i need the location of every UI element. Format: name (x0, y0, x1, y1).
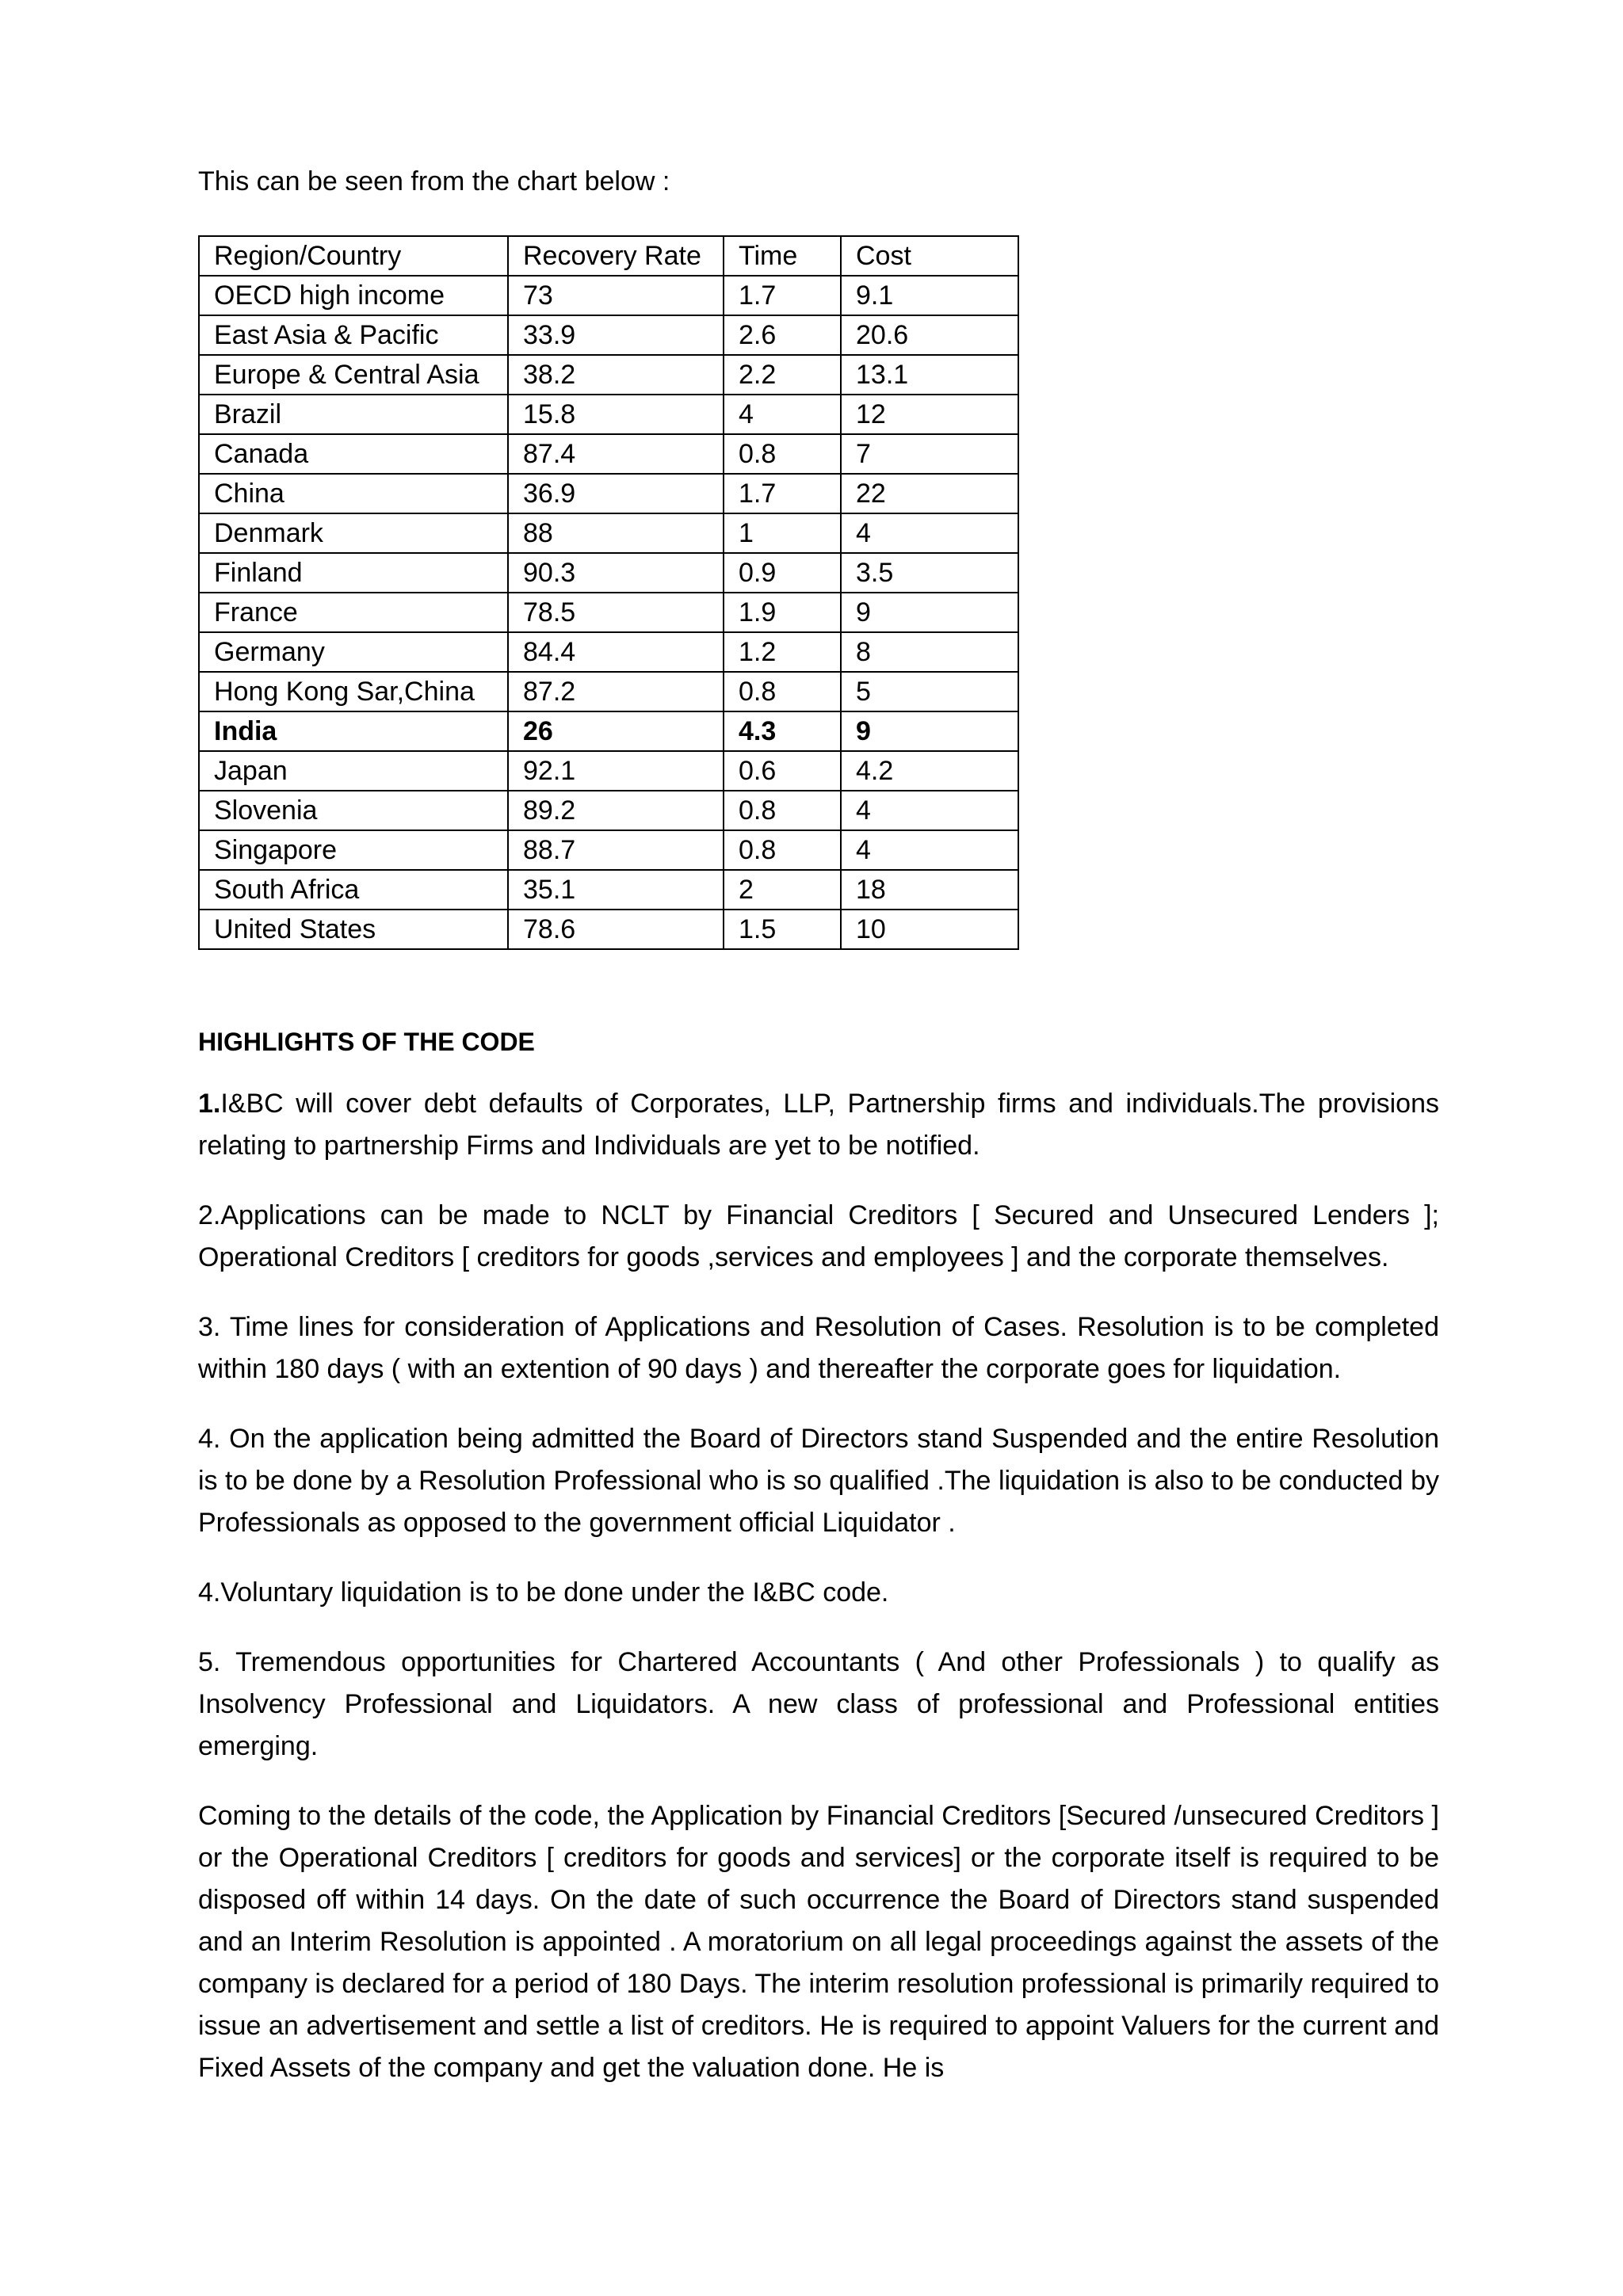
cell-recovery-rate: 84.4 (508, 632, 724, 672)
cell-cost: 10 (841, 910, 1018, 949)
cell-cost: 4 (841, 791, 1018, 830)
cell-recovery-rate: 87.4 (508, 434, 724, 474)
cell-cost: 4 (841, 830, 1018, 870)
cell-recovery-rate: 90.3 (508, 553, 724, 593)
cell-recovery-rate: 88.7 (508, 830, 724, 870)
cell-time: 1.5 (724, 910, 841, 949)
cell-cost: 18 (841, 870, 1018, 910)
table-row-highlighted (199, 711, 1018, 751)
table-row (199, 751, 1018, 791)
cell-region: OECD high income (199, 276, 508, 315)
header-time: Time (724, 236, 841, 276)
cell-region: France (199, 593, 508, 632)
paragraph-6: 5. Tremendous opportunities for Chartered Accountants ( And other Professionals ) to qualify as Insolvency Professional and Liquidators. A new class of professional and Professional entities emerging. (198, 1647, 1439, 1761)
cell-region: Canada (199, 434, 508, 474)
paragraph-1 (198, 1083, 1439, 1167)
table-row (199, 553, 1018, 593)
table-row (199, 276, 1018, 315)
cell-time: 0.9 (724, 553, 841, 593)
table-row (199, 672, 1018, 711)
cell-recovery-rate: 36.9 (508, 474, 724, 513)
paragraph-1-text: I&BC will cover debt defaults of Corporates, LLP, Partnership firms and individuals.The provisions relating to partnership Firms and Individuals are yet to be notified. (198, 1089, 1439, 1161)
cell-recovery-rate: 88 (508, 513, 724, 553)
cell-region: Singapore (199, 830, 508, 870)
cell-region: China (199, 474, 508, 513)
table-header-row (199, 236, 1018, 276)
cell-time: 1.7 (724, 474, 841, 513)
cell-recovery-rate: 89.2 (508, 791, 724, 830)
table-row (199, 395, 1018, 434)
cell-region: Brazil (199, 395, 508, 434)
cell-region: Hong Kong Sar,China (199, 672, 508, 711)
paragraph-7: Coming to the details of the code, the Application by Financial Creditors [Secured /unsecured Creditors ] or the Operational Creditors [ creditors for goods and services] or the corporate itself is required to be disposed off within 14 days. On the date of such occurrence the Board of Directors stand suspended and an Interim Resolution is appointed . A moratorium on all legal proceedings against the assets of the company is declared for a period of 180 Days. The interim resolution professional is primarily required to issue an advertisement and settle a list of creditors. He is required to appoint Valuers for the current and Fixed Assets of the company and get the valuation done. He is (198, 1801, 1440, 2083)
cell-recovery-rate: 35.1 (508, 870, 724, 910)
table-row (199, 513, 1018, 553)
recovery-table (198, 235, 1019, 950)
intro-text: This can be seen from the chart below : (198, 166, 670, 196)
table-row (199, 830, 1018, 870)
cell-cost: 8 (841, 632, 1018, 672)
cell-time: 0.6 (724, 751, 841, 791)
header-region: Region/Country (199, 236, 508, 276)
cell-cost: 4.2 (841, 751, 1018, 791)
cell-time: 2 (724, 870, 841, 910)
cell-cost: 12 (841, 395, 1018, 434)
cell-region: Europe & Central Asia (199, 355, 508, 395)
cell-region: South Africa (199, 870, 508, 910)
cell-region: India (199, 711, 508, 751)
table-row (199, 355, 1018, 395)
cell-cost: 20.6 (841, 315, 1018, 355)
cell-recovery-rate: 92.1 (508, 751, 724, 791)
cell-cost: 13.1 (841, 355, 1018, 395)
cell-cost: 3.5 (841, 553, 1018, 593)
paragraph-1-number: 1. (198, 1089, 221, 1119)
cell-recovery-rate: 26 (508, 711, 724, 751)
cell-region: Germany (199, 632, 508, 672)
cell-cost: 5 (841, 672, 1018, 711)
page-content (198, 162, 1439, 2117)
cell-region: Denmark (199, 513, 508, 553)
cell-cost: 9 (841, 593, 1018, 632)
cell-time: 0.8 (724, 672, 841, 711)
table-row (199, 910, 1018, 949)
cell-time: 0.8 (724, 434, 841, 474)
cell-cost: 4 (841, 513, 1018, 553)
cell-time: 1.9 (724, 593, 841, 632)
cell-recovery-rate: 78.6 (508, 910, 724, 949)
cell-time: 2.2 (724, 355, 841, 395)
cell-region: Slovenia (199, 791, 508, 830)
cell-cost: 9 (841, 711, 1018, 751)
cell-time: 0.8 (724, 830, 841, 870)
cell-recovery-rate: 78.5 (508, 593, 724, 632)
cell-recovery-rate: 73 (508, 276, 724, 315)
cell-recovery-rate: 33.9 (508, 315, 724, 355)
cell-time: 1.7 (724, 276, 841, 315)
cell-time: 1 (724, 513, 841, 553)
cell-cost: 9.1 (841, 276, 1018, 315)
table-row (199, 474, 1018, 513)
cell-recovery-rate: 87.2 (508, 672, 724, 711)
cell-region: Finland (199, 553, 508, 593)
paragraph-4: 4. On the application being admitted the Board of Directors stand Suspended and the entire Resolution is to be done by a Resolution Professional who is so qualified .The liquidation is also to be conducted by Professionals as opposed to the government official Liquidator . (198, 1424, 1439, 1538)
cell-region: Japan (199, 751, 508, 791)
cell-recovery-rate: 38.2 (508, 355, 724, 395)
paragraph-2: 2.Applications can be made to NCLT by Financial Creditors [ Secured and Unsecured Lenders ]; Operational Creditors [ creditors for goods ,services and employees ] and the corporate themselves. (198, 1200, 1439, 1272)
header-cost: Cost (841, 236, 1018, 276)
paragraph-5: 4.Voluntary liquidation is to be done under the I&BC code. (198, 1577, 889, 1608)
header-recovery-rate: Recovery Rate (508, 236, 724, 276)
table-row (199, 434, 1018, 474)
cell-cost: 7 (841, 434, 1018, 474)
cell-region: East Asia & Pacific (199, 315, 508, 355)
cell-recovery-rate: 15.8 (508, 395, 724, 434)
cell-cost: 22 (841, 474, 1018, 513)
table-row (199, 593, 1018, 632)
cell-time: 2.6 (724, 315, 841, 355)
cell-region: United States (199, 910, 508, 949)
table-row (199, 632, 1018, 672)
table-row (199, 791, 1018, 830)
cell-time: 4.3 (724, 711, 841, 751)
paragraph-3: 3. Time lines for consideration of Applications and Resolution of Cases. Resolution is to be completed within 180 days ( with an extention of 90 days ) and thereafter the corporate goes for liquidation. (198, 1312, 1439, 1384)
section-heading: HIGHLIGHTS OF THE CODE (198, 1028, 535, 1056)
cell-time: 0.8 (724, 791, 841, 830)
table-row (199, 315, 1018, 355)
table-row (199, 870, 1018, 910)
cell-time: 4 (724, 395, 841, 434)
cell-time: 1.2 (724, 632, 841, 672)
